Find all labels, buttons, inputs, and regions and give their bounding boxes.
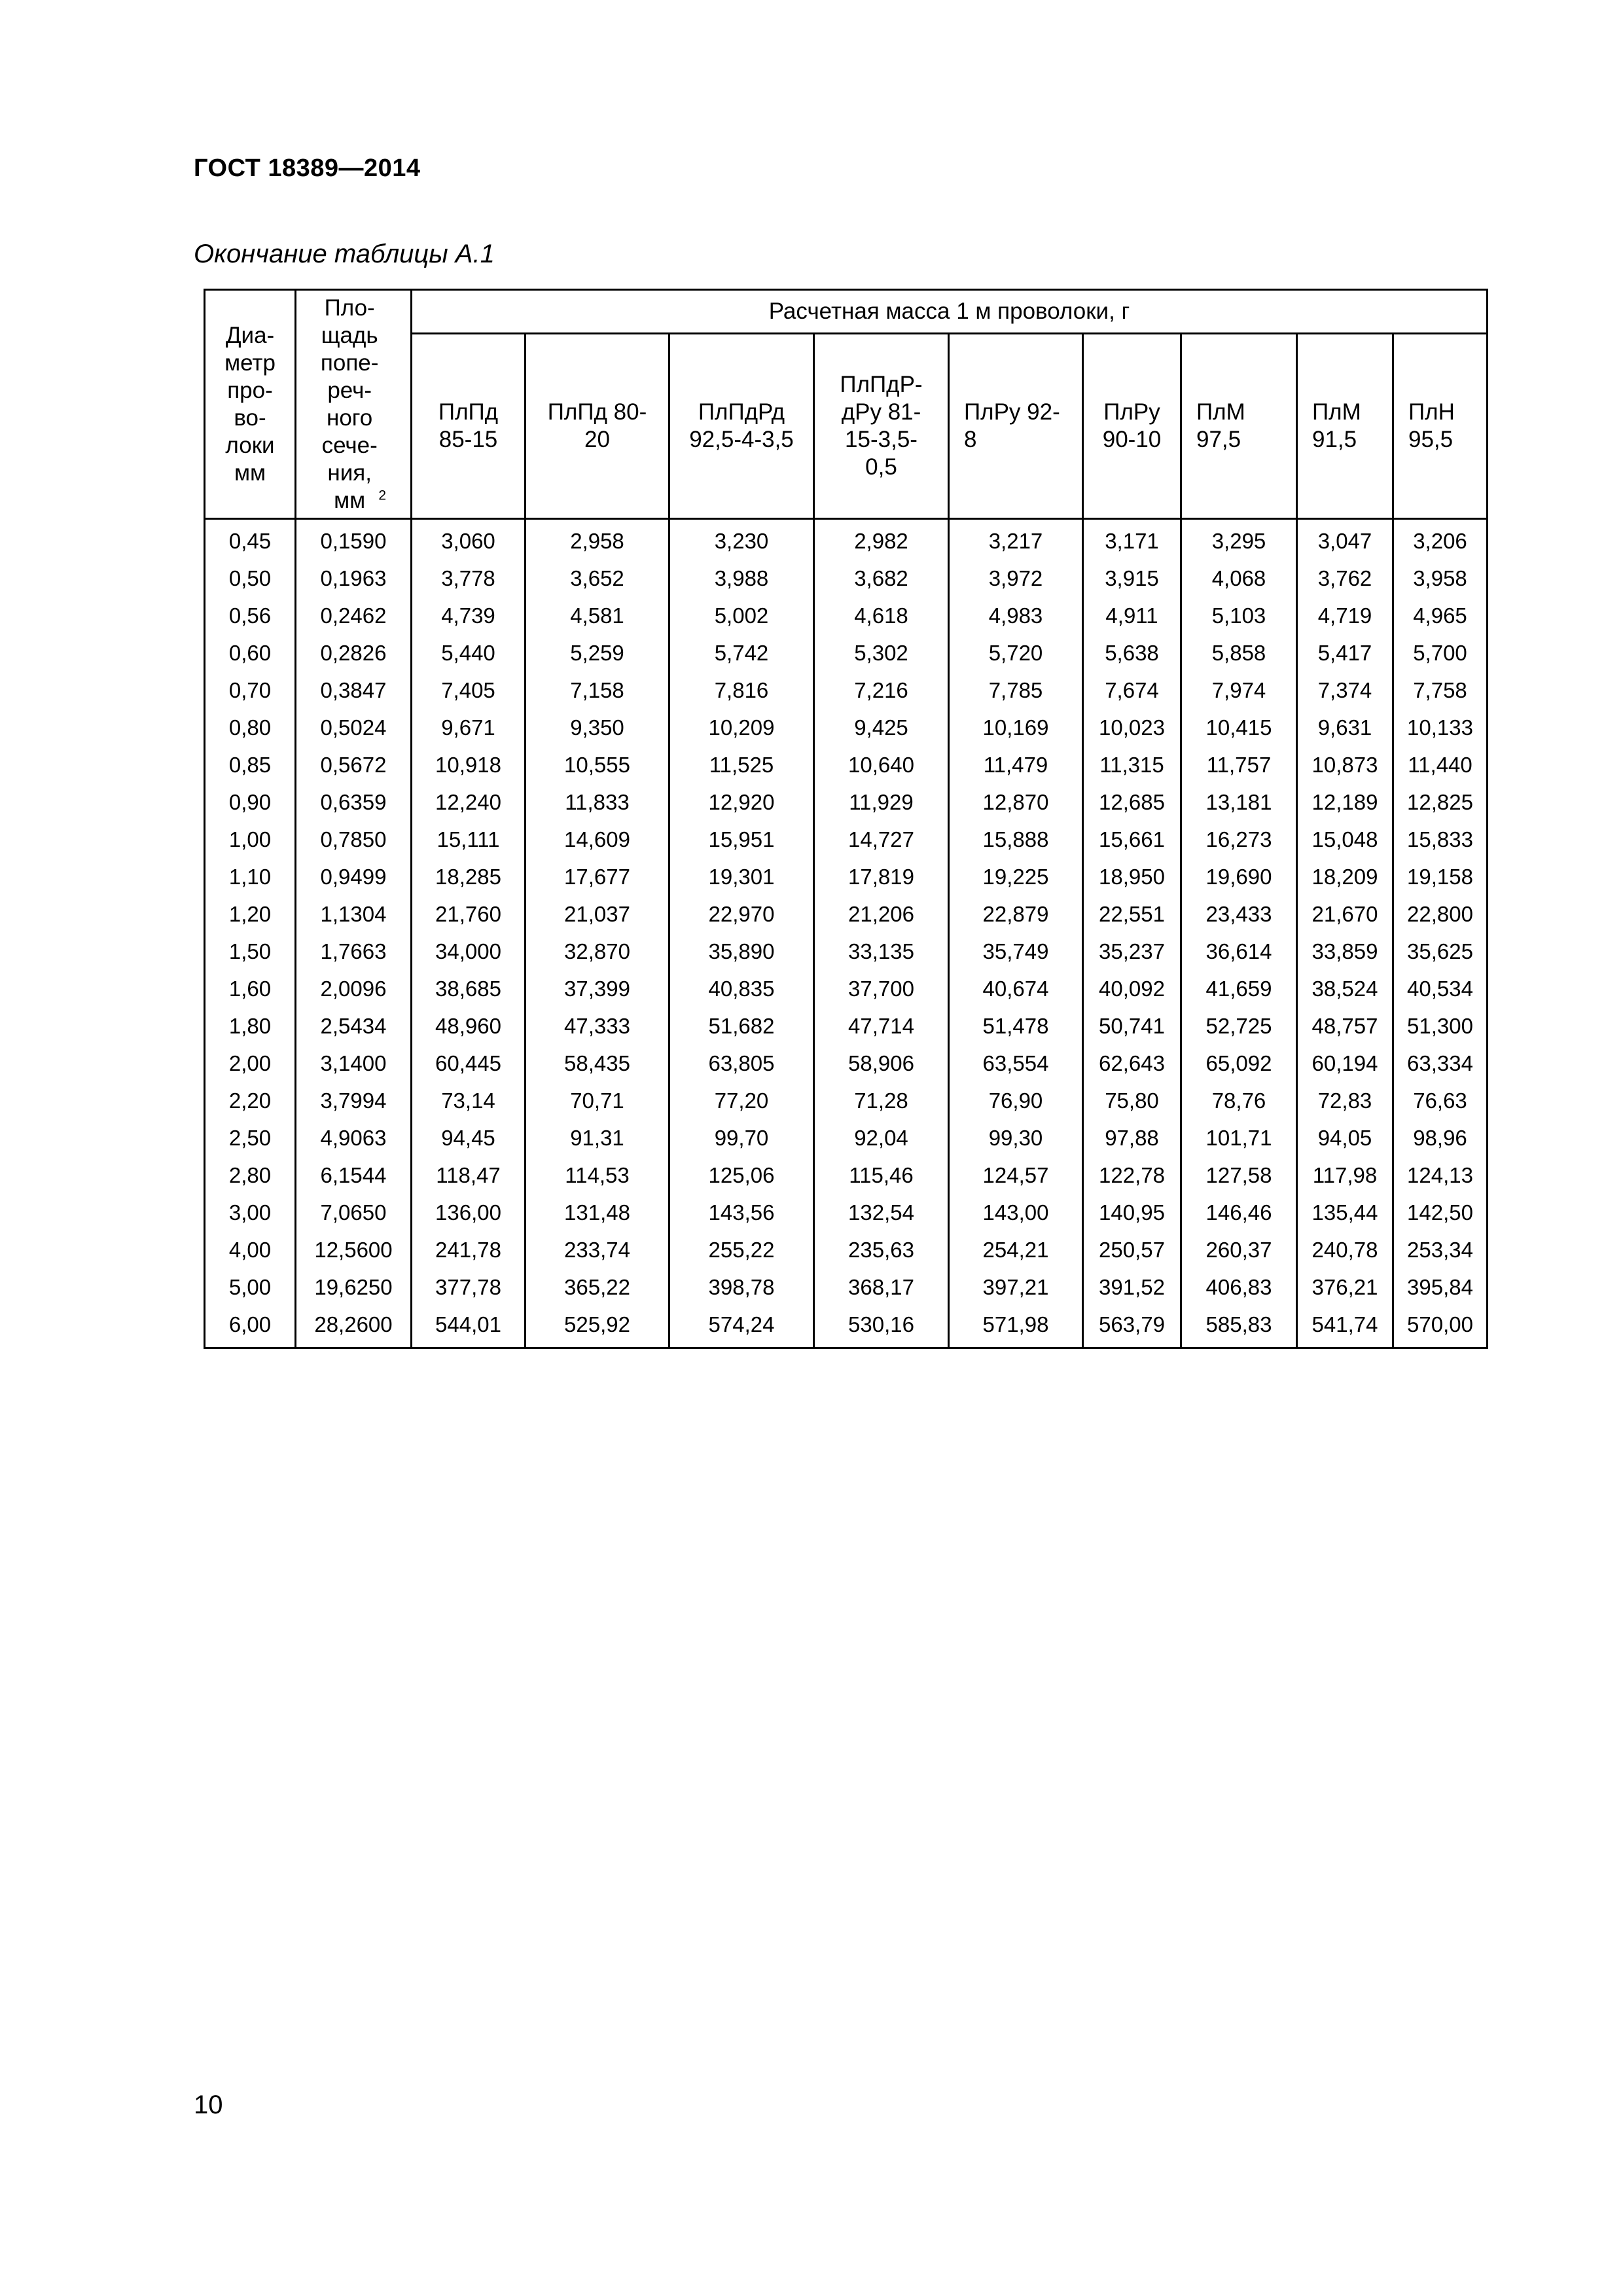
table-caption: Окончание таблицы А.1 — [194, 240, 495, 268]
mass-cell: 3,171 — [1083, 519, 1181, 560]
mass-cell: 5,720 — [949, 634, 1083, 672]
mass-cell: 12,685 — [1083, 783, 1181, 821]
mass-cell: 18,285 — [412, 858, 526, 895]
mass-cell: 22,800 — [1393, 895, 1488, 933]
mass-cell: 12,870 — [949, 783, 1083, 821]
mass-cell: 22,879 — [949, 895, 1083, 933]
diameter-cell: 2,20 — [205, 1082, 296, 1119]
document-code: ГОСТ 18389—2014 — [194, 154, 421, 182]
mass-cell: 17,677 — [526, 858, 669, 895]
mass-cell: 541,74 — [1297, 1306, 1393, 1348]
alloy-header: ПлПдРд 92,5-4-3,5 — [669, 334, 814, 519]
mass-cell: 72,83 — [1297, 1082, 1393, 1119]
diameter-cell: 4,00 — [205, 1231, 296, 1268]
alloy-header: ПлПд 80- 20 — [526, 334, 669, 519]
mass-cell: 3,988 — [669, 560, 814, 597]
mass-cell: 117,98 — [1297, 1157, 1393, 1194]
mass-cell: 19,158 — [1393, 858, 1488, 895]
mass-cell: 47,714 — [814, 1007, 949, 1045]
area-cell: 2,0096 — [296, 970, 412, 1007]
mass-cell: 4,618 — [814, 597, 949, 634]
mass-group-header: Расчетная масса 1 м проволоки, г — [412, 290, 1488, 334]
mass-cell: 250,57 — [1083, 1231, 1181, 1268]
area-cell: 0,5672 — [296, 746, 412, 783]
mass-cell: 260,37 — [1181, 1231, 1297, 1268]
area-header-text: Пло- щадь попе- реч- ного сече- ния, мм — [320, 295, 379, 513]
table-row — [205, 1082, 1488, 1119]
mass-cell: 11,440 — [1393, 746, 1488, 783]
area-cell: 0,1590 — [296, 519, 412, 560]
area-cell: 0,5024 — [296, 709, 412, 746]
mass-cell: 7,405 — [412, 672, 526, 709]
mass-cell: 7,374 — [1297, 672, 1393, 709]
table-row — [205, 709, 1488, 746]
table-row — [205, 1157, 1488, 1194]
mass-cell: 32,870 — [526, 933, 669, 970]
table-row — [205, 933, 1488, 970]
mass-cell: 13,181 — [1181, 783, 1297, 821]
area-cell: 0,2826 — [296, 634, 412, 672]
mass-cell: 51,478 — [949, 1007, 1083, 1045]
area-cell: 3,1400 — [296, 1045, 412, 1082]
diameter-cell: 0,80 — [205, 709, 296, 746]
mass-cell: 3,206 — [1393, 519, 1488, 560]
mass-cell: 525,92 — [526, 1306, 669, 1348]
area-cell: 0,2462 — [296, 597, 412, 634]
mass-cell: 15,888 — [949, 821, 1083, 858]
diameter-cell: 1,50 — [205, 933, 296, 970]
mass-cell: 368,17 — [814, 1268, 949, 1306]
diameter-cell: 3,00 — [205, 1194, 296, 1231]
mass-cell: 5,302 — [814, 634, 949, 672]
mass-cell: 570,00 — [1393, 1306, 1488, 1348]
mass-table — [204, 289, 1488, 1349]
mass-cell: 41,659 — [1181, 970, 1297, 1007]
mass-cell: 58,906 — [814, 1045, 949, 1082]
mass-cell: 94,05 — [1297, 1119, 1393, 1157]
diameter-cell: 0,90 — [205, 783, 296, 821]
mass-cell: 132,54 — [814, 1194, 949, 1231]
mass-cell: 75,80 — [1083, 1082, 1181, 1119]
mass-cell: 7,216 — [814, 672, 949, 709]
mass-cell: 37,700 — [814, 970, 949, 1007]
area-cell: 0,7850 — [296, 821, 412, 858]
table-row — [205, 597, 1488, 634]
table-row — [205, 1045, 1488, 1082]
mass-cell: 35,890 — [669, 933, 814, 970]
mass-cell: 12,825 — [1393, 783, 1488, 821]
mass-cell: 97,88 — [1083, 1119, 1181, 1157]
mass-cell: 365,22 — [526, 1268, 669, 1306]
diameter-cell: 1,20 — [205, 895, 296, 933]
mass-cell: 52,725 — [1181, 1007, 1297, 1045]
mass-cell: 12,189 — [1297, 783, 1393, 821]
mass-cell: 11,315 — [1083, 746, 1181, 783]
mass-cell: 254,21 — [949, 1231, 1083, 1268]
mass-cell: 98,96 — [1393, 1119, 1488, 1157]
diameter-cell: 0,70 — [205, 672, 296, 709]
alloy-header: ПлРу 92- 8 — [949, 334, 1083, 519]
mass-cell: 73,14 — [412, 1082, 526, 1119]
header-row-group — [205, 290, 1488, 334]
mass-cell: 15,833 — [1393, 821, 1488, 858]
mass-cell: 5,103 — [1181, 597, 1297, 634]
mass-cell: 3,047 — [1297, 519, 1393, 560]
table-row — [205, 1119, 1488, 1157]
mass-cell: 5,858 — [1181, 634, 1297, 672]
mass-cell: 140,95 — [1083, 1194, 1181, 1231]
mass-cell: 5,440 — [412, 634, 526, 672]
mass-cell: 376,21 — [1297, 1268, 1393, 1306]
mass-cell: 33,135 — [814, 933, 949, 970]
table-row — [205, 746, 1488, 783]
mass-cell: 131,48 — [526, 1194, 669, 1231]
mass-cell: 10,209 — [669, 709, 814, 746]
mass-cell: 397,21 — [949, 1268, 1083, 1306]
diameter-cell: 0,60 — [205, 634, 296, 672]
mass-cell: 395,84 — [1393, 1268, 1488, 1306]
mass-cell: 4,581 — [526, 597, 669, 634]
mass-cell: 241,78 — [412, 1231, 526, 1268]
mass-cell: 77,20 — [669, 1082, 814, 1119]
mass-cell: 391,52 — [1083, 1268, 1181, 1306]
mass-cell: 10,555 — [526, 746, 669, 783]
mass-cell: 563,79 — [1083, 1306, 1181, 1348]
mass-cell: 253,34 — [1393, 1231, 1488, 1268]
mass-cell: 38,685 — [412, 970, 526, 1007]
mass-cell: 5,002 — [669, 597, 814, 634]
mass-cell: 94,45 — [412, 1119, 526, 1157]
mass-cell: 10,415 — [1181, 709, 1297, 746]
mass-cell: 51,300 — [1393, 1007, 1488, 1045]
mass-cell: 40,534 — [1393, 970, 1488, 1007]
diameter-cell: 6,00 — [205, 1306, 296, 1348]
mass-cell: 4,719 — [1297, 597, 1393, 634]
table-row — [205, 1194, 1488, 1231]
area-cell: 3,7994 — [296, 1082, 412, 1119]
mass-cell: 7,785 — [949, 672, 1083, 709]
mass-cell: 99,70 — [669, 1119, 814, 1157]
mass-cell: 3,972 — [949, 560, 1083, 597]
mass-cell: 35,749 — [949, 933, 1083, 970]
diameter-cell: 1,60 — [205, 970, 296, 1007]
area-cell: 28,2600 — [296, 1306, 412, 1348]
mass-cell: 3,762 — [1297, 560, 1393, 597]
mass-cell: 35,625 — [1393, 933, 1488, 970]
mass-cell: 40,092 — [1083, 970, 1181, 1007]
mass-cell: 3,230 — [669, 519, 814, 560]
mass-cell: 18,209 — [1297, 858, 1393, 895]
mass-cell: 76,63 — [1393, 1082, 1488, 1119]
table-row — [205, 1306, 1488, 1348]
area-cell: 7,0650 — [296, 1194, 412, 1231]
mass-cell: 5,742 — [669, 634, 814, 672]
table-row — [205, 895, 1488, 933]
mass-cell: 21,670 — [1297, 895, 1393, 933]
alloy-header: ПлПд 85-15 — [412, 334, 526, 519]
mass-cell: 3,958 — [1393, 560, 1488, 597]
mass-cell: 51,682 — [669, 1007, 814, 1045]
area-unit-superscript: 2 — [378, 487, 387, 503]
mass-cell: 3,682 — [814, 560, 949, 597]
alloy-header: ПлМ 91,5 — [1297, 334, 1393, 519]
mass-cell: 78,76 — [1181, 1082, 1297, 1119]
mass-cell: 398,78 — [669, 1268, 814, 1306]
mass-cell: 136,00 — [412, 1194, 526, 1231]
diameter-cell: 0,50 — [205, 560, 296, 597]
mass-cell: 99,30 — [949, 1119, 1083, 1157]
mass-cell: 9,425 — [814, 709, 949, 746]
table-row — [205, 634, 1488, 672]
mass-cell: 40,674 — [949, 970, 1083, 1007]
mass-cell: 4,911 — [1083, 597, 1181, 634]
mass-cell: 4,983 — [949, 597, 1083, 634]
mass-cell: 9,631 — [1297, 709, 1393, 746]
mass-cell: 63,554 — [949, 1045, 1083, 1082]
table-row — [205, 560, 1488, 597]
mass-cell: 544,01 — [412, 1306, 526, 1348]
mass-cell: 21,760 — [412, 895, 526, 933]
diameter-cell: 5,00 — [205, 1268, 296, 1306]
alloy-header: ПлН 95,5 — [1393, 334, 1488, 519]
area-cell: 4,9063 — [296, 1119, 412, 1157]
diameter-cell: 1,10 — [205, 858, 296, 895]
mass-cell: 585,83 — [1181, 1306, 1297, 1348]
mass-cell: 36,614 — [1181, 933, 1297, 970]
mass-cell: 10,169 — [949, 709, 1083, 746]
mass-cell: 9,350 — [526, 709, 669, 746]
area-cell: 6,1544 — [296, 1157, 412, 1194]
table-row — [205, 858, 1488, 895]
mass-cell: 34,000 — [412, 933, 526, 970]
diameter-cell: 2,00 — [205, 1045, 296, 1082]
mass-cell: 2,982 — [814, 519, 949, 560]
mass-cell: 101,71 — [1181, 1119, 1297, 1157]
diameter-cell: 0,45 — [205, 519, 296, 560]
mass-cell: 7,974 — [1181, 672, 1297, 709]
mass-cell: 122,78 — [1083, 1157, 1181, 1194]
diameter-cell: 1,00 — [205, 821, 296, 858]
diameter-header-text: Диа- метр про- во- локи мм — [224, 322, 276, 486]
mass-cell: 22,551 — [1083, 895, 1181, 933]
mass-cell: 7,758 — [1393, 672, 1488, 709]
mass-cell: 135,44 — [1297, 1194, 1393, 1231]
mass-cell: 5,700 — [1393, 634, 1488, 672]
diameter-header — [205, 290, 296, 519]
mass-cell: 62,643 — [1083, 1045, 1181, 1082]
mass-cell: 5,638 — [1083, 634, 1181, 672]
mass-cell: 377,78 — [412, 1268, 526, 1306]
mass-cell: 143,00 — [949, 1194, 1083, 1231]
mass-cell: 60,445 — [412, 1045, 526, 1082]
mass-cell: 14,727 — [814, 821, 949, 858]
table-row — [205, 1268, 1488, 1306]
mass-cell: 3,778 — [412, 560, 526, 597]
mass-cell: 33,859 — [1297, 933, 1393, 970]
mass-cell: 19,690 — [1181, 858, 1297, 895]
mass-cell: 142,50 — [1393, 1194, 1488, 1231]
mass-cell: 7,158 — [526, 672, 669, 709]
mass-cell: 124,57 — [949, 1157, 1083, 1194]
mass-cell: 48,757 — [1297, 1007, 1393, 1045]
alloy-header: ПлМ 97,5 — [1181, 334, 1297, 519]
table-row — [205, 783, 1488, 821]
diameter-cell: 0,56 — [205, 597, 296, 634]
area-cell: 12,5600 — [296, 1231, 412, 1268]
mass-cell: 48,960 — [412, 1007, 526, 1045]
mass-cell: 530,16 — [814, 1306, 949, 1348]
area-cell: 19,6250 — [296, 1268, 412, 1306]
mass-cell: 3,060 — [412, 519, 526, 560]
mass-cell: 11,525 — [669, 746, 814, 783]
alloy-header: ПлРу 90-10 — [1083, 334, 1181, 519]
mass-cell: 115,46 — [814, 1157, 949, 1194]
table-row — [205, 970, 1488, 1007]
area-cell: 1,1304 — [296, 895, 412, 933]
mass-cell: 10,133 — [1393, 709, 1488, 746]
table-row — [205, 672, 1488, 709]
mass-cell: 11,757 — [1181, 746, 1297, 783]
mass-cell: 58,435 — [526, 1045, 669, 1082]
mass-cell: 70,71 — [526, 1082, 669, 1119]
area-cell: 2,5434 — [296, 1007, 412, 1045]
mass-cell: 146,46 — [1181, 1194, 1297, 1231]
table-row — [205, 519, 1488, 560]
mass-cell: 50,741 — [1083, 1007, 1181, 1045]
mass-cell: 10,873 — [1297, 746, 1393, 783]
mass-cell: 19,225 — [949, 858, 1083, 895]
mass-cell: 23,433 — [1181, 895, 1297, 933]
mass-cell: 35,237 — [1083, 933, 1181, 970]
mass-cell: 10,640 — [814, 746, 949, 783]
mass-cell: 9,671 — [412, 709, 526, 746]
mass-cell: 18,950 — [1083, 858, 1181, 895]
table-row — [205, 1007, 1488, 1045]
mass-cell: 47,333 — [526, 1007, 669, 1045]
table-row — [205, 1231, 1488, 1268]
mass-cell: 12,920 — [669, 783, 814, 821]
mass-cell: 125,06 — [669, 1157, 814, 1194]
mass-cell: 233,74 — [526, 1231, 669, 1268]
area-cell: 0,9499 — [296, 858, 412, 895]
mass-cell: 406,83 — [1181, 1268, 1297, 1306]
mass-cell: 3,295 — [1181, 519, 1297, 560]
mass-cell: 12,240 — [412, 783, 526, 821]
area-cell: 1,7663 — [296, 933, 412, 970]
mass-cell: 11,833 — [526, 783, 669, 821]
mass-cell: 76,90 — [949, 1082, 1083, 1119]
mass-cell: 4,068 — [1181, 560, 1297, 597]
mass-cell: 10,918 — [412, 746, 526, 783]
mass-cell: 15,111 — [412, 821, 526, 858]
mass-cell: 2,958 — [526, 519, 669, 560]
mass-cell: 4,739 — [412, 597, 526, 634]
table-body — [205, 519, 1488, 1348]
mass-cell: 127,58 — [1181, 1157, 1297, 1194]
mass-cell: 15,048 — [1297, 821, 1393, 858]
mass-cell: 17,819 — [814, 858, 949, 895]
diameter-cell: 0,85 — [205, 746, 296, 783]
mass-cell: 19,301 — [669, 858, 814, 895]
mass-cell: 571,98 — [949, 1306, 1083, 1348]
mass-cell: 60,194 — [1297, 1045, 1393, 1082]
diameter-cell: 2,50 — [205, 1119, 296, 1157]
table-row — [205, 821, 1488, 858]
mass-cell: 63,805 — [669, 1045, 814, 1082]
mass-cell: 21,206 — [814, 895, 949, 933]
area-cell: 0,1963 — [296, 560, 412, 597]
mass-cell: 11,479 — [949, 746, 1083, 783]
mass-cell: 255,22 — [669, 1231, 814, 1268]
mass-cell: 235,63 — [814, 1231, 949, 1268]
mass-cell: 21,037 — [526, 895, 669, 933]
mass-cell: 3,915 — [1083, 560, 1181, 597]
mass-cell: 92,04 — [814, 1119, 949, 1157]
mass-cell: 40,835 — [669, 970, 814, 1007]
mass-cell: 574,24 — [669, 1306, 814, 1348]
mass-cell: 7,816 — [669, 672, 814, 709]
mass-cell: 14,609 — [526, 821, 669, 858]
mass-cell: 114,53 — [526, 1157, 669, 1194]
mass-cell: 118,47 — [412, 1157, 526, 1194]
mass-cell: 143,56 — [669, 1194, 814, 1231]
mass-cell: 71,28 — [814, 1082, 949, 1119]
mass-cell: 240,78 — [1297, 1231, 1393, 1268]
mass-cell: 15,661 — [1083, 821, 1181, 858]
area-header — [296, 290, 412, 519]
area-cell: 0,6359 — [296, 783, 412, 821]
diameter-cell: 1,80 — [205, 1007, 296, 1045]
mass-cell: 5,417 — [1297, 634, 1393, 672]
mass-cell: 91,31 — [526, 1119, 669, 1157]
mass-cell: 15,951 — [669, 821, 814, 858]
page-number: 10 — [194, 2090, 223, 2119]
mass-cell: 4,965 — [1393, 597, 1488, 634]
mass-cell: 3,652 — [526, 560, 669, 597]
mass-cell: 124,13 — [1393, 1157, 1488, 1194]
area-cell: 0,3847 — [296, 672, 412, 709]
mass-cell: 11,929 — [814, 783, 949, 821]
mass-cell: 16,273 — [1181, 821, 1297, 858]
mass-cell: 37,399 — [526, 970, 669, 1007]
alloy-header: ПлПдР- дРу 81- 15-3,5- 0,5 — [814, 334, 949, 519]
mass-cell: 38,524 — [1297, 970, 1393, 1007]
mass-cell: 7,674 — [1083, 672, 1181, 709]
mass-cell: 65,092 — [1181, 1045, 1297, 1082]
mass-cell: 22,970 — [669, 895, 814, 933]
mass-cell: 10,023 — [1083, 709, 1181, 746]
mass-cell: 3,217 — [949, 519, 1083, 560]
mass-cell: 63,334 — [1393, 1045, 1488, 1082]
mass-cell: 5,259 — [526, 634, 669, 672]
diameter-cell: 2,80 — [205, 1157, 296, 1194]
